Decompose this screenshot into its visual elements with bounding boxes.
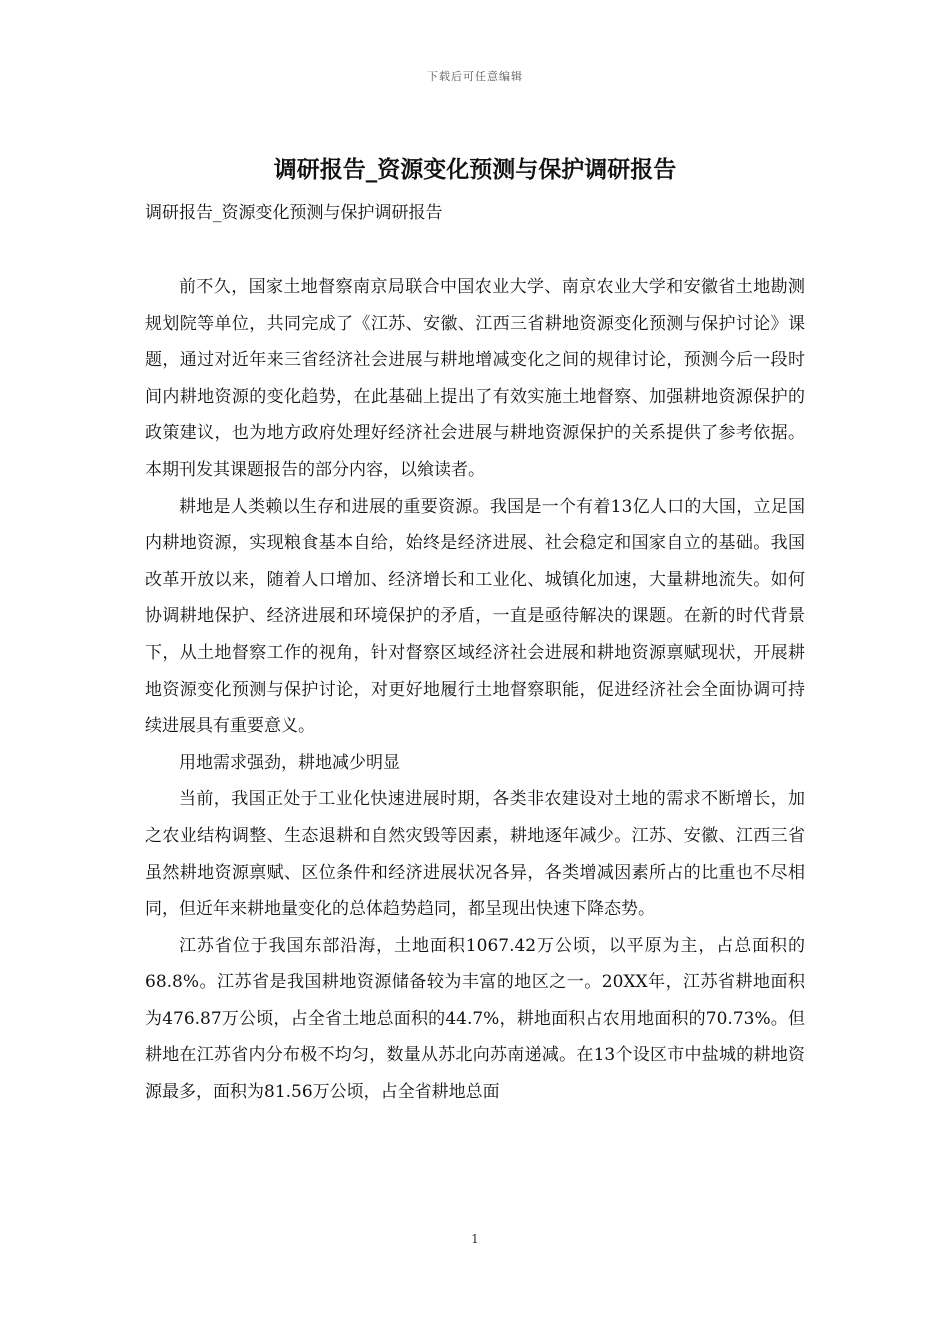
section-heading: 用地需求强劲，耕地减少明显 (179, 752, 400, 773)
paragraph: 耕地是人类赖以生存和进展的重要资源。我国是一个有着13亿人口的大国，立足国内耕地资源，实现粮食基本自给，始终是经济进展、社会稳定和国家自立的基础。我国改革开放以来，随着人口增加、经济增长和工业化、城镇化加速，大量耕地流失。如何协调耕地保护、经济进展和环境保护的矛盾，一直是亟待解决的课题。在新的时代背景下，从土地督察工作的视角，针对督察区域经济社会进展和耕地资源禀赋现状，开展耕地资源变化预测与保护讨论，对更好地履行土地督察职能，促进经济社会全面协调可持续进展具有重要意义。 (145, 496, 805, 737)
page-header-note: 下载后可任意编辑 (427, 70, 523, 83)
document-subtitle: 调研报告_资源变化预测与保护调研报告 (145, 203, 443, 223)
page-number: 1 (471, 1232, 479, 1246)
paragraph: 江苏省位于我国东部沿海，土地面积1067.42万公顷，以平原为主，占总面积的68.8%。江苏省是我国耕地资源储备较为丰富的地区之一。20XX年，江苏省耕地面积为476.87万公顷，占全省土地总面积的44.7%，耕地面积占农用地面积的70.73%。但耕地在江苏省内分布极不均匀，数量从苏北向苏南递减。在13个设区市中盐城的耕地资源最多，面积为81.56万公顷，占全省耕地总面 (145, 935, 805, 1103)
paragraph: 当前，我国正处于工业化快速进展时期，各类非农建设对土地的需求不断增长，加之农业结构调整、生态退耕和自然灾毁等因素，耕地逐年减少。江苏、安徽、江西三省虽然耕地资源禀赋、区位条件和经济进展状况各异，各类增减因素所占的比重也不尽相同，但近年来耕地量变化的总体趋势趋同，都呈现出快速下降态势。 (145, 789, 805, 920)
document-body (145, 269, 805, 1111)
document-title: 调研报告_资源变化预测与保护调研报告 (273, 156, 677, 183)
paragraph: 前不久，国家土地督察南京局联合中国农业大学、南京农业大学和安徽省土地勘测规划院等单位，共同完成了《江苏、安徽、江西三省耕地资源变化预测与保护讨论》课题，通过对近年来三省经济社会进展与耕地增减变化之间的规律讨论，预测今后一段时间内耕地资源的变化趋势，在此基础上提出了有效实施土地督察、加强耕地资源保护的政策建议，也为地方政府处理好经济社会进展与耕地资源保护的关系提供了参考依据。本期刊发其课题报告的部分内容，以飨读者。 (145, 277, 805, 480)
